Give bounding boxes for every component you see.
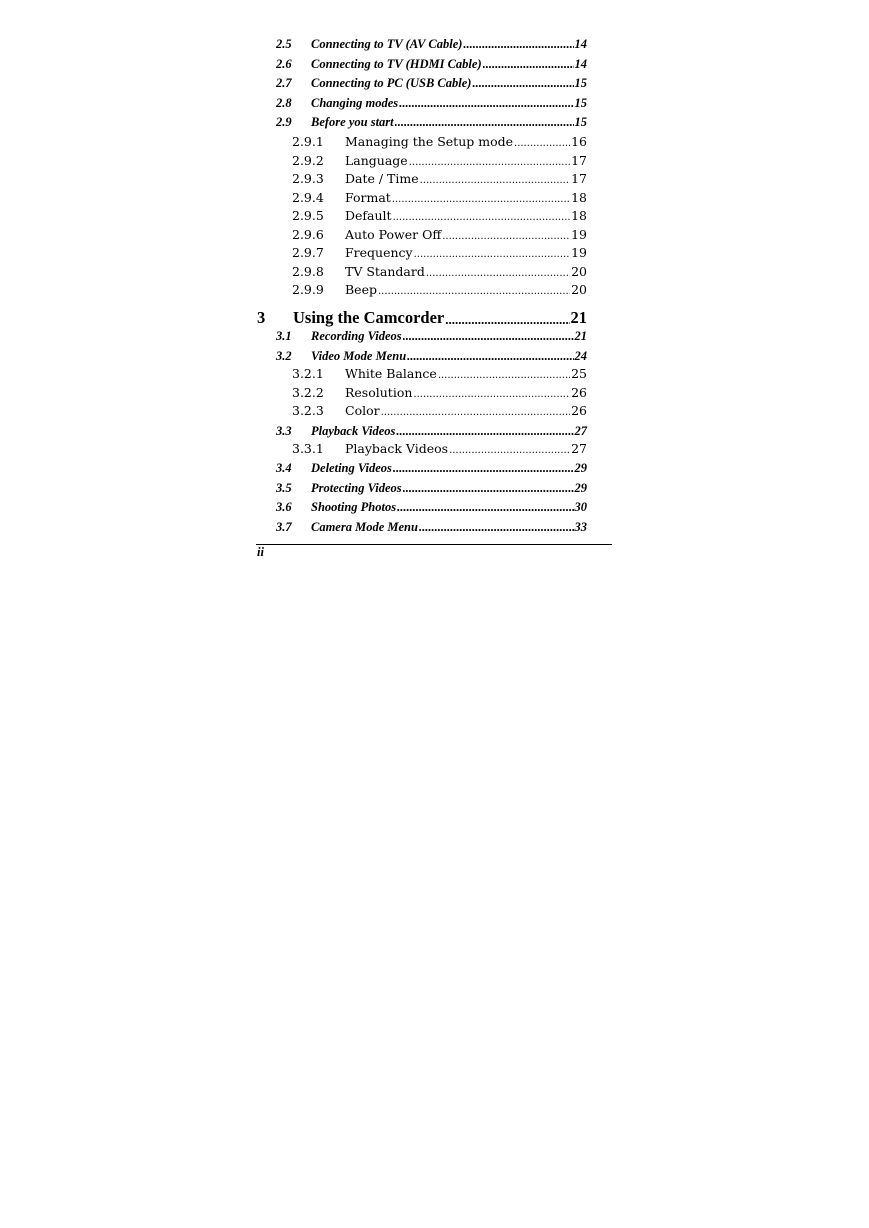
toc-entry-page: 29 <box>574 480 587 495</box>
toc-entry-number: 2.9.3 <box>292 171 324 186</box>
toc-entry-title: Frequency <box>345 245 413 260</box>
dot-leader <box>442 227 570 242</box>
toc-entry[interactable] <box>257 171 587 191</box>
toc-entry-title: Connecting to TV (AV Cable) <box>311 37 463 51</box>
dot-leader <box>407 349 573 364</box>
toc-entry-number: 2.9.4 <box>292 189 324 205</box>
toc-entry-title: Connecting to PC (USB Cable) <box>311 76 472 90</box>
toc-entry-page: 14 <box>574 56 587 71</box>
dot-leader <box>445 308 569 328</box>
toc-entry[interactable] <box>257 366 587 386</box>
toc-entry-page: 26 <box>571 384 587 400</box>
toc-entry[interactable] <box>257 190 587 210</box>
toc-entry-page: 18 <box>571 189 587 205</box>
toc-entry-page: 20 <box>571 263 587 279</box>
toc-entry-number: 3.2.2 <box>292 384 324 400</box>
toc-entry-title: Date / Time <box>345 171 419 186</box>
toc-entry-number: 3.1 <box>276 329 292 343</box>
toc-entry-page: 15 <box>574 95 587 110</box>
toc-entry[interactable] <box>257 227 587 247</box>
toc-entry[interactable] <box>257 461 587 481</box>
toc-entry-number: 2.8 <box>276 95 292 110</box>
toc-entry-number: 3.5 <box>276 480 292 495</box>
dot-leader <box>419 520 574 535</box>
toc-entry-number: 2.9.2 <box>292 152 324 168</box>
toc-entry-title: White Balance <box>345 366 437 381</box>
toc-entry-title: Resolution <box>345 384 413 400</box>
toc-entry-page: 14 <box>574 37 587 51</box>
toc-entry-title: Auto Power Off <box>345 226 442 242</box>
toc-entry-number: 2.9.8 <box>292 263 324 279</box>
toc-entry-page: 25 <box>571 366 587 381</box>
toc-entry-title: Camera Mode Menu <box>311 519 418 534</box>
toc-entry-page: 21 <box>570 308 587 327</box>
dot-leader <box>463 37 573 52</box>
dot-leader <box>396 424 573 439</box>
dot-leader <box>393 208 571 223</box>
toc-entry-number: 3.2.1 <box>292 366 324 381</box>
toc-entry[interactable] <box>257 57 587 77</box>
toc-entry-title: Video Mode Menu <box>311 348 407 363</box>
toc-entry-title: Language <box>345 152 408 168</box>
dot-leader <box>403 329 574 344</box>
toc-entry-number: 3.4 <box>276 461 292 475</box>
toc-entry[interactable] <box>257 208 587 228</box>
dot-leader <box>414 245 570 260</box>
toc-entry-title: Recording Videos <box>311 329 402 343</box>
dot-leader <box>483 57 574 72</box>
toc-entry-page: 19 <box>571 245 587 260</box>
toc-entry-title: Changing modes <box>311 95 399 110</box>
page-folio: ii <box>257 545 264 559</box>
toc-entry-title: Protecting Videos <box>311 480 402 495</box>
toc-entry-number: 2.5 <box>276 37 292 51</box>
toc-entry-page: 15 <box>574 115 587 129</box>
toc-entry-page: 18 <box>571 208 587 223</box>
toc-entry-number: 2.7 <box>276 76 292 90</box>
toc-entry[interactable] <box>257 481 587 501</box>
toc-entry-page: 17 <box>571 152 587 168</box>
toc-entry[interactable] <box>257 441 587 461</box>
toc-entry-number: 2.9 <box>276 115 292 129</box>
toc-entry-number: 3.3.1 <box>292 441 324 456</box>
toc-entry-number: 2.9.6 <box>292 226 324 242</box>
dot-leader <box>395 115 574 130</box>
footer-rule <box>256 544 612 545</box>
toc-entry-title: TV Standard <box>345 263 425 279</box>
toc-entry-title: Shooting Photos <box>311 500 397 514</box>
toc-entry-title: Color <box>345 403 380 418</box>
toc-entry-page: 19 <box>571 226 587 242</box>
dot-leader <box>449 441 570 456</box>
toc-entry[interactable] <box>257 134 587 154</box>
dot-leader <box>392 190 570 205</box>
dot-leader <box>397 500 573 515</box>
dot-leader <box>472 76 573 91</box>
toc-entry-page: 16 <box>571 134 587 149</box>
toc-entry[interactable] <box>257 264 587 284</box>
dot-leader <box>413 385 570 400</box>
toc-entry[interactable] <box>257 245 587 265</box>
dot-leader <box>514 134 570 149</box>
toc-entry[interactable] <box>257 37 587 57</box>
toc-entry[interactable] <box>257 115 587 135</box>
toc-entry-number: 3.2.3 <box>292 403 324 418</box>
toc-entry-number: 3.2 <box>276 348 292 363</box>
toc-entry-page: 20 <box>571 282 587 297</box>
toc-entry-number: 2.6 <box>276 56 292 71</box>
dot-leader <box>438 366 570 381</box>
dot-leader <box>409 153 570 168</box>
toc-entry-page: 21 <box>574 329 587 343</box>
toc-entry[interactable] <box>257 282 587 302</box>
toc-entry-page: 27 <box>571 441 587 456</box>
toc-entry[interactable] <box>257 385 587 405</box>
dot-leader <box>426 264 570 279</box>
toc-entry-title: Deleting Videos <box>311 461 392 475</box>
toc-entry-page: 30 <box>574 500 587 514</box>
toc-entry[interactable] <box>257 520 587 540</box>
toc-entry[interactable] <box>257 153 587 173</box>
toc-entry-number: 2.9.7 <box>292 245 324 260</box>
toc-entry-page: 17 <box>571 171 587 186</box>
toc-entry-number: 2.9.9 <box>292 282 324 297</box>
toc-entry-page: 33 <box>574 519 587 534</box>
toc-entry-title: Playback Videos <box>345 441 449 456</box>
toc-entry-title: Before you start <box>311 115 394 129</box>
toc-entry-title: Using the Camcorder <box>293 308 445 327</box>
toc-entry-title: Format <box>345 189 391 205</box>
toc-entry-number: 2.9.1 <box>292 134 324 149</box>
toc-entry-page: 26 <box>571 403 587 418</box>
toc-entry-number: 3.3 <box>276 423 292 438</box>
toc-entry-page: 27 <box>574 423 587 438</box>
toc-entry-number: 3 <box>257 308 266 327</box>
toc-entry-title: Connecting to TV (HDMI Cable) <box>311 56 482 71</box>
toc-entry[interactable] <box>257 329 587 349</box>
dot-leader <box>399 96 573 111</box>
dot-leader <box>420 171 570 186</box>
toc-entry-page: 29 <box>574 461 587 475</box>
toc-entry[interactable] <box>257 76 587 96</box>
toc-entry-title: Managing the Setup mode <box>345 134 514 149</box>
toc-entry[interactable] <box>257 500 587 520</box>
toc-entry-title: Playback Videos <box>311 423 396 438</box>
toc-entry-number: 2.9.5 <box>292 208 324 223</box>
toc-entry-title: Default <box>345 208 392 223</box>
dot-leader <box>393 461 574 476</box>
toc-entry-page: 15 <box>574 76 587 90</box>
dot-leader <box>403 481 574 496</box>
toc-entry[interactable] <box>257 96 587 116</box>
toc-entry[interactable] <box>257 403 587 423</box>
toc-entry-number: 3.6 <box>276 500 292 514</box>
toc-entry-number: 3.7 <box>276 519 292 534</box>
dot-leader <box>381 403 571 418</box>
toc-entry-title: Beep <box>345 282 377 297</box>
toc-entry-page: 24 <box>574 348 587 363</box>
dot-leader <box>378 282 570 297</box>
